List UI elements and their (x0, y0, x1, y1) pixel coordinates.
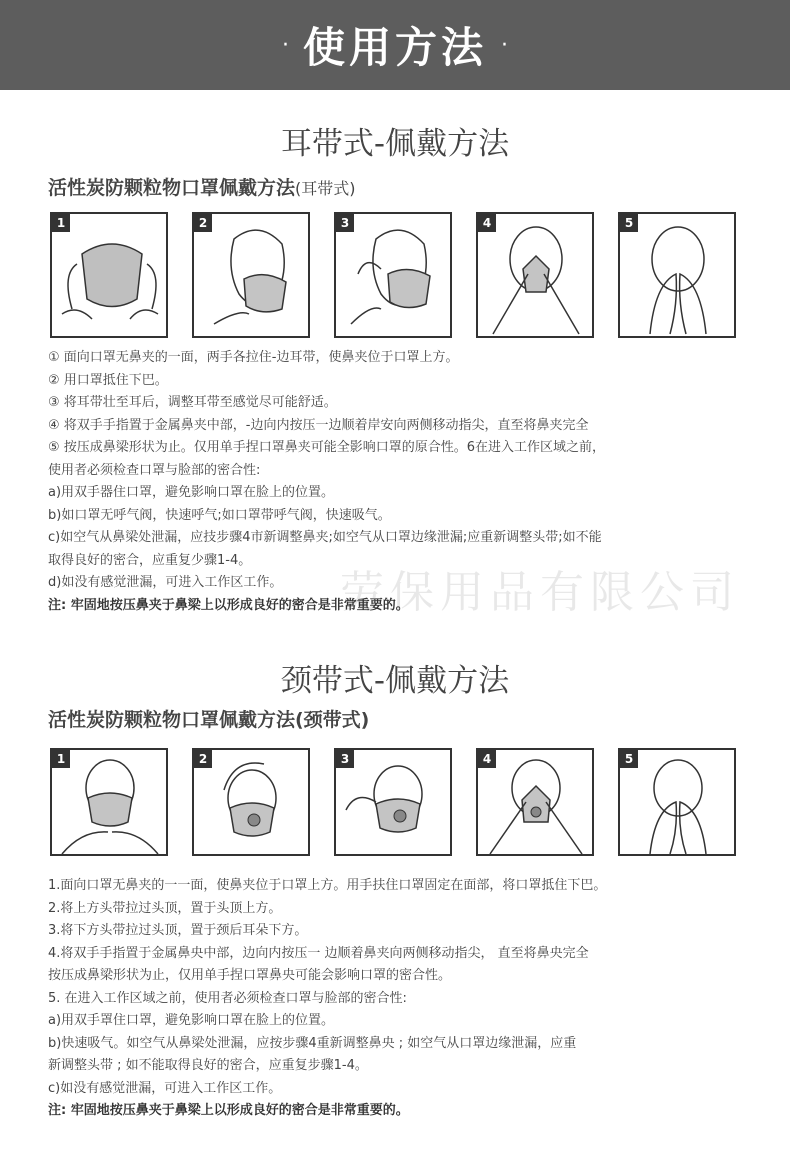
section1-subtitle-text: 活性炭防颗粒物口罩佩戴方法 (48, 177, 296, 199)
section2-instructions (48, 875, 606, 1123)
section1-line-6: 使用者必须检查口罩与脸部的密合性: (48, 462, 261, 478)
section1-note: 注: 牢固地按压鼻夹于鼻梁上以形成良好的密合是非常重要的。 (48, 597, 409, 613)
ear-step-2-illustration (192, 212, 310, 338)
section1-title: 耳带式-佩戴方法 (280, 126, 510, 162)
face-hold-mask-icon (52, 750, 168, 856)
neck-step-5-number: 5 (620, 750, 638, 768)
section1-line-10: 取得良好的密合，应重复少骤1-4。 (48, 552, 252, 568)
section2-line-6: 5. 在进入工作区域之前，使用者必须检查口罩与脸部的密合性: (48, 990, 407, 1006)
neck-step-3-number: 3 (336, 750, 354, 768)
ear-step-2-number: 2 (194, 214, 212, 232)
face-press-nose-valve-icon (478, 750, 594, 856)
watermark: 劳保用品有限公司 (340, 567, 740, 618)
section1-line-11: d)如没有感觉泄漏，可进入工作区工作。 (48, 575, 283, 590)
section1-subtitle (48, 173, 356, 200)
face-check-seal-valve-icon (620, 750, 736, 856)
banner-dot-right: · (501, 32, 508, 58)
neck-step-1-illustration (50, 748, 168, 856)
banner-dot-left: · (281, 32, 289, 58)
face-lower-strap-icon (336, 750, 452, 856)
section2-line-8: b)快速吸气。如空气从鼻梁处泄漏，应按步骤4重新调整鼻央 ; 如空气从口罩边缘泄漏，应重 (48, 1035, 577, 1051)
section2-line-4: 4.将双手手指置于金属鼻央中部，边向内按压一 边顺着鼻夹向两侧移动指尖， 直至将鼻央完全 (48, 945, 589, 961)
section1-line-8: b)如口罩无呼气阀，快速呼气;如口罩带呼气阀，快速吸气。 (48, 507, 391, 523)
section1-instructions (48, 347, 605, 617)
section1-subtitle-paren: (耳带式) (295, 179, 356, 198)
ear-step-4-illustration (476, 212, 594, 338)
section2-line-3: 3.将下方头带拉过头顶，置于颈后耳朵下方。 (48, 923, 308, 938)
section1-line-1: ① 面向口罩无鼻夹的一面，两手各拉住-边耳带，使鼻夹位于口罩上方。 (48, 350, 459, 365)
neck-step-3-illustration (334, 748, 452, 856)
section1-line-5: ⑤ 按压成鼻梁形状为止。仅用单手捏口罩鼻夹可能全影响口罩的原合性。6在进入工作区域之前， (48, 440, 606, 455)
neck-step-2-number: 2 (194, 750, 212, 768)
section1-line-7: a)用双手器住口罩，避免影响口罩在脸上的位置。 (48, 485, 335, 500)
neck-step-2-illustration (192, 748, 310, 856)
ear-step-4-number: 4 (478, 214, 496, 232)
section2-line-10: c)如没有感觉泄漏，可进入工作区工作。 (48, 1080, 282, 1096)
ear-step-3-illustration (334, 212, 452, 338)
ear-step-5-number: 5 (620, 214, 638, 232)
section2-title: 颈带式-佩戴方法 (280, 663, 510, 699)
neck-step-1-number: 1 (52, 750, 70, 768)
banner-title: 使用方法 (302, 23, 487, 72)
section2-note: 注: 牢固地按压鼻夹于鼻梁上以形成良好的密合是非常重要的。 (48, 1103, 409, 1118)
section1-line-3: ③ 将耳带壮至耳后，调整耳带至感觉尽可能舒适。 (48, 395, 337, 410)
face-upper-strap-icon (194, 750, 310, 856)
face-press-nose-icon (478, 214, 594, 338)
section2-line-7: a)用双手罩住口罩，避免影响口罩在脸上的位置。 (48, 1013, 335, 1028)
section2-line-2: 2.将上方头带拉过头顶，置于头顶上方。 (48, 900, 282, 916)
section2-line-1: 1.面向口罩无鼻夹的一一面，使鼻夹位于口罩上方。用手扶住口罩固定在面部，将口罩抵住下巴。 (48, 878, 607, 893)
face-earloop-icon (336, 214, 452, 338)
ear-step-1-illustration (50, 212, 168, 338)
section1-line-4: ④ 将双手手指置于金属鼻夹中部，-边向内按压一边顺着岸安向两侧移动指尖，直至将鼻夹完全 (48, 417, 589, 433)
section2-subtitle: 活性炭防颗粒物口罩佩戴方法(颈带式) (48, 709, 370, 731)
face-check-seal-icon (620, 214, 736, 338)
section1-line-9: c)如空气从鼻梁处泄漏，应技步骤4市新调整鼻夹;如空气从口罩边缘泄漏;应重新调整头带;如不能 (48, 530, 602, 545)
ear-step-5-illustration (618, 212, 736, 338)
neck-step-5-illustration (618, 748, 736, 856)
neck-step-4-illustration (476, 748, 594, 856)
ear-step-1-number: 1 (52, 214, 70, 232)
neck-step-4-number: 4 (478, 750, 496, 768)
section2-line-5: 按压成鼻梁形状为止，仅用单手捏口罩鼻央可能会影响口罩的密合性。 (48, 968, 452, 983)
section2-line-9: 新调整头带 ; 如不能取得良好的密合，应重复步骤1-4。 (48, 1058, 368, 1073)
header-banner (0, 0, 790, 90)
section1-line-2: ② 用口罩抵住下巴。 (48, 372, 168, 388)
face-mask-chin-icon (194, 214, 310, 338)
ear-step-3-number: 3 (336, 214, 354, 232)
mask-in-hands-icon (52, 214, 168, 338)
